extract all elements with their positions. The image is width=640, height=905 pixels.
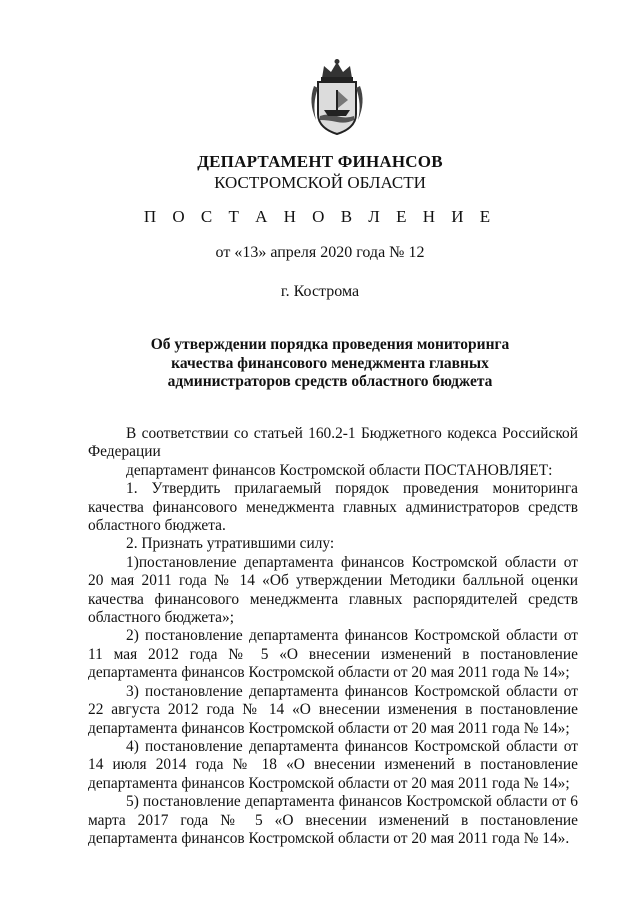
- subitem-5-paragraph: 5) постановление департамента финансов Костромской области от 6 марта 2017 года № 5 «О внесении изменений в постановление департамента финансов Костромской области от 20 мая 2011 года № 14».: [88, 793, 578, 847]
- document-city: г. Кострома: [280, 283, 360, 300]
- decree-paragraph: департамент финансов Костромской области ПОСТАНОВЛЯЕТ:: [126, 461, 553, 479]
- kostroma-coat-of-arms-icon: [304, 58, 370, 138]
- subitem-4-paragraph: 4) постановление департамента финансов Костромской области от 14 июля 2014 года № 18 «О внесении изменений в постановление департамента финансов Костромской области от 20 мая 2011 года № 14»;: [88, 737, 578, 792]
- item-2-paragraph: 2. Признать утратившими силу:: [126, 535, 335, 553]
- intro-paragraph: В соответствии со статьей 160.2-1 Бюджетного кодекса Российской Федерации: [88, 425, 578, 461]
- subitem-2-paragraph: 2) постановление департамента финансов Костромской области от 11 мая 2012 года № 5 «О внесении изменений в постановление департамента финансов Костромской области от 20 мая 2011 года № 14»;: [88, 627, 578, 682]
- document-subject: Об утверждении порядка проведения мониторинга качества финансового менеджмента главных администраторов средств областного бюджета: [150, 336, 510, 390]
- document-body: [88, 425, 578, 848]
- subitem-1-paragraph: 1)постановление департамента финансов Костромской области от 20 мая 2011 года № 14 «Об утверждении Методики балльной оценки качества финансового менеджмента главных распорядителей средств областного бюджета»;: [88, 553, 578, 627]
- item-1-paragraph: 1. Утвердить прилагаемый порядок проведения мониторинга качества финансового менеджмента главных администраторов средств областного бюджета.: [88, 480, 578, 535]
- document-date-number: от «13» апреля 2020 года № 12: [215, 244, 425, 261]
- document-type-heading: П О С Т А Н О В Л Е Н И Е: [143, 207, 497, 226]
- department-title-line2: КОСТРОМСКОЙ ОБЛАСТИ: [214, 173, 426, 192]
- department-title-line1: ДЕПАРТАМЕНТ ФИНАНСОВ: [197, 152, 443, 171]
- subitem-3-paragraph: 3) постановление департамента финансов Костромской области от 22 августа 2012 года № 14 «О внесении изменения в постановление департамента финансов Костромской области от 20 мая 2011 года № 14»;: [88, 682, 578, 737]
